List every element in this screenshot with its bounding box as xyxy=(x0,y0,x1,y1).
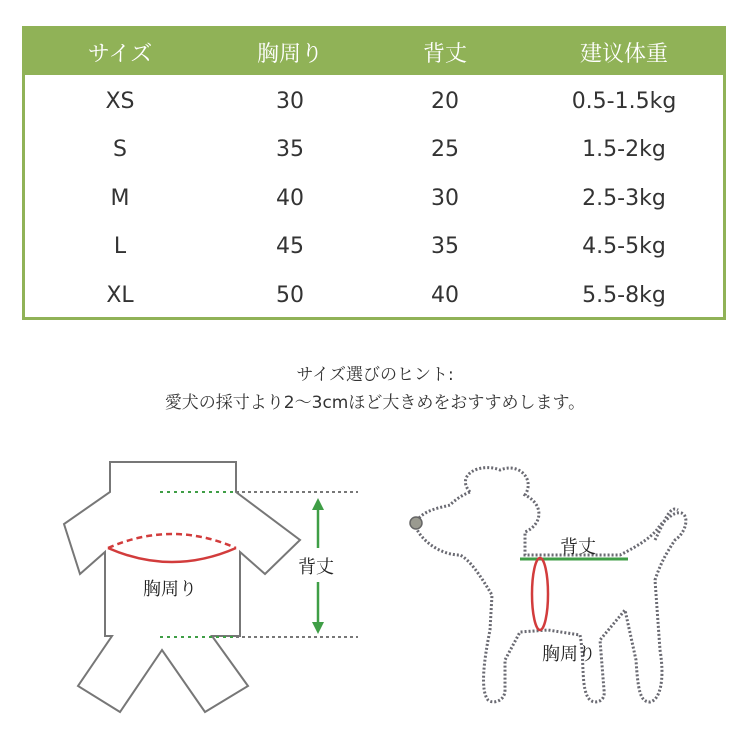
cell-back: 25 xyxy=(431,137,459,163)
cell-back: 20 xyxy=(431,88,459,114)
dog-outline xyxy=(415,468,686,702)
cell-chest: 45 xyxy=(276,234,304,260)
cell-size: M xyxy=(110,185,130,211)
cell-chest: 30 xyxy=(276,88,304,114)
header-back-length: 背丈 xyxy=(422,41,467,67)
cell-chest: 50 xyxy=(276,282,304,308)
garment-chest-line xyxy=(108,534,236,562)
right-chest-label: 胸周り xyxy=(542,644,596,665)
left-back-label: 背丈 xyxy=(298,557,334,578)
right-back-label: 背丈 xyxy=(560,537,596,558)
cell-size: XL xyxy=(106,282,134,308)
dog-nose xyxy=(410,517,422,529)
cell-back: 30 xyxy=(431,185,459,211)
cell-chest: 40 xyxy=(276,185,304,211)
cell-size: S xyxy=(113,137,127,163)
cell-back: 40 xyxy=(431,282,459,308)
hint-title: サイズ選びのヒント: xyxy=(296,365,454,385)
cell-back: 35 xyxy=(431,234,459,260)
cell-chest: 35 xyxy=(276,137,304,163)
cell-weight: 5.5-8kg xyxy=(582,282,666,308)
cell-weight: 2.5-3kg xyxy=(582,185,666,211)
cell-weight: 4.5-5kg xyxy=(582,234,666,260)
cell-size: XS xyxy=(105,88,135,114)
left-chest-label: 胸周り xyxy=(143,579,197,600)
header-weight: 建议体重 xyxy=(579,41,668,67)
cell-weight: 0.5-1.5kg xyxy=(571,88,677,114)
header-size: サイズ xyxy=(87,41,153,67)
cell-size: L xyxy=(113,234,127,260)
dog-chest-loop xyxy=(532,558,548,630)
cell-weight: 1.5-2kg xyxy=(582,137,666,163)
hint-text: 愛犬の採寸より2～3cmほど大きめをおすすめします。 xyxy=(164,393,586,413)
header-chest: 胸周り xyxy=(256,41,323,67)
